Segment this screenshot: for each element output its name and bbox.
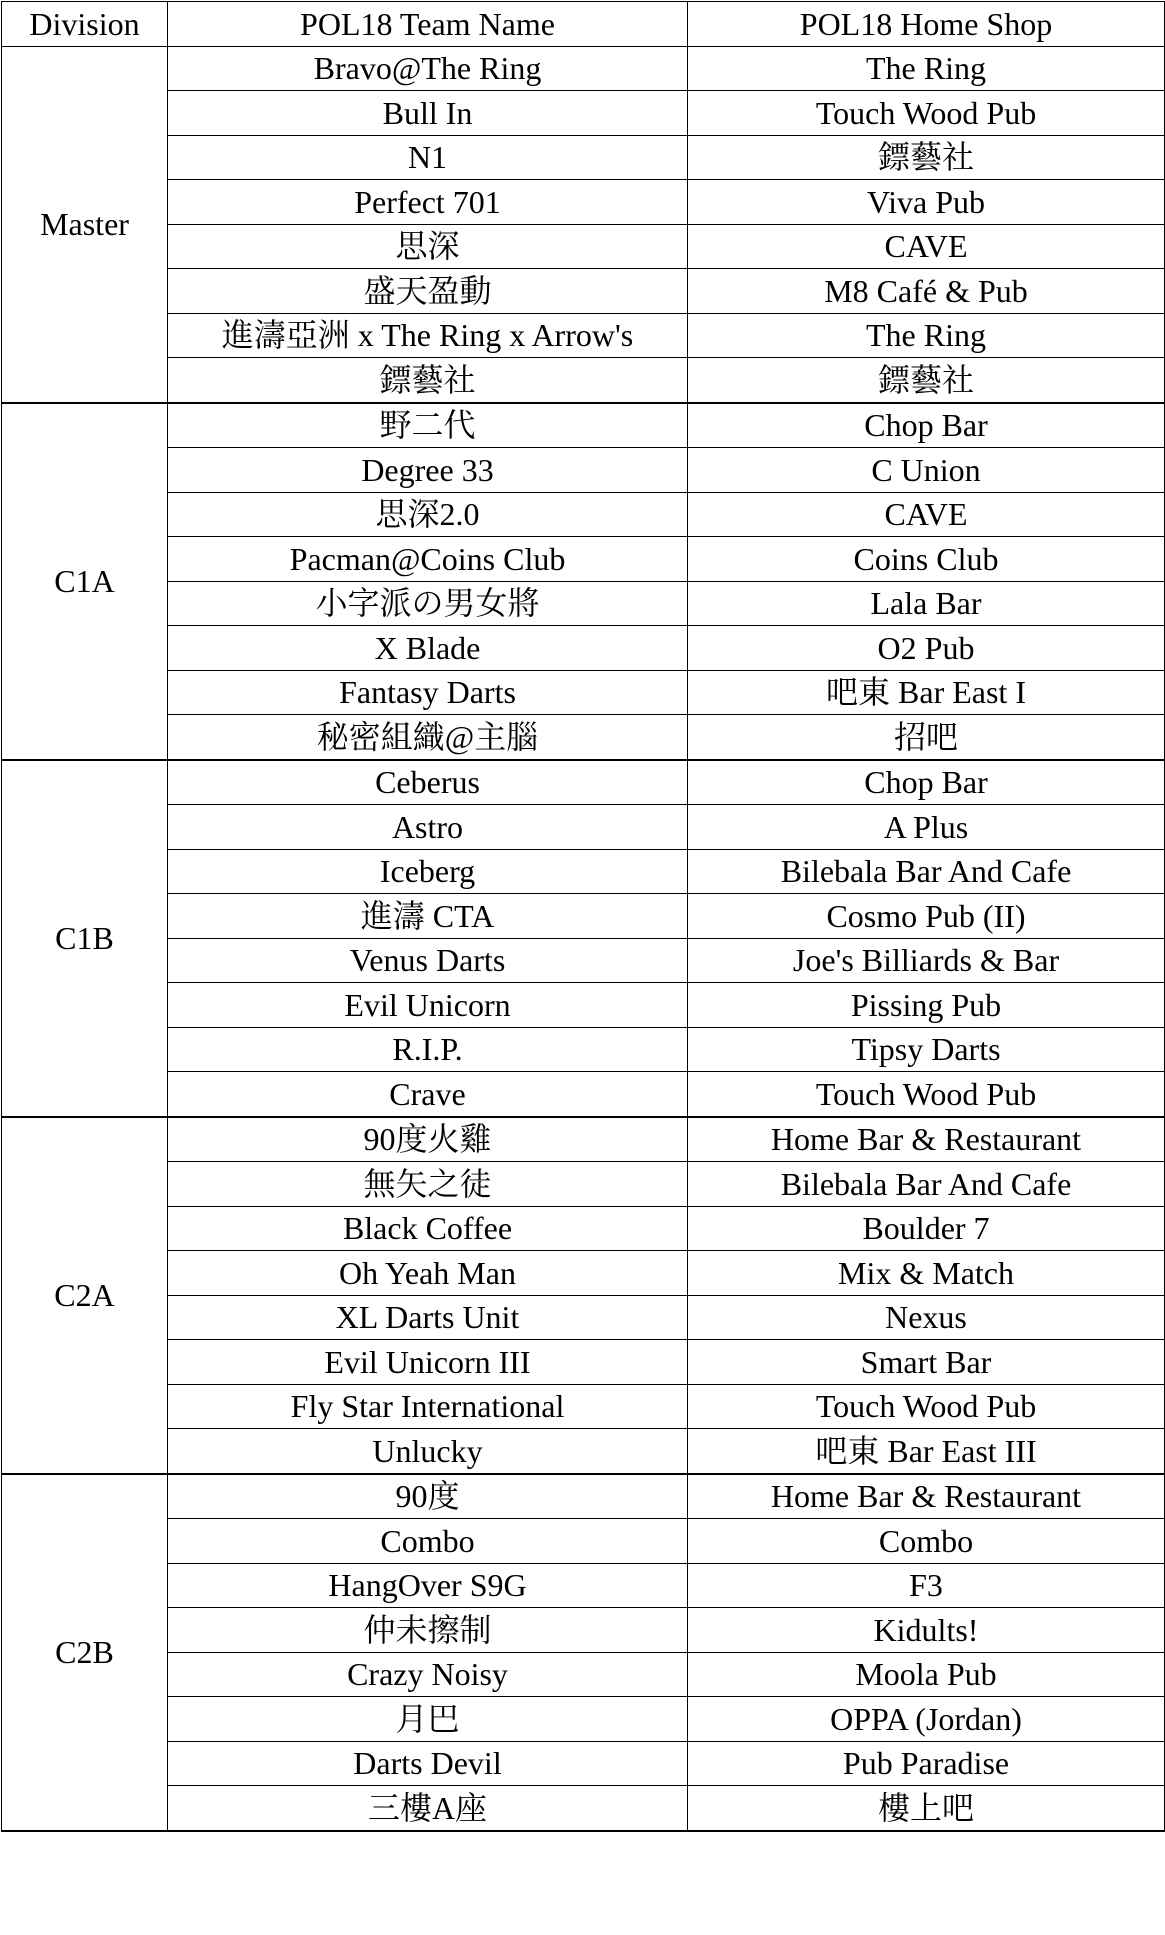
home-shop-cell: Home Bar & Restaurant — [688, 1117, 1165, 1162]
home-shop-cell: O2 Pub — [688, 626, 1165, 671]
division-name: C2B — [2, 1474, 168, 1831]
team-name-cell: R.I.P. — [168, 1027, 688, 1072]
home-shop-cell: Touch Wood Pub — [688, 1384, 1165, 1429]
team-name-cell: Oh Yeah Man — [168, 1251, 688, 1296]
table-row — [2, 492, 1165, 537]
table-row — [2, 715, 1165, 760]
table-row — [2, 1697, 1165, 1742]
home-shop-cell: The Ring — [688, 313, 1165, 358]
home-shop-cell: Mix & Match — [688, 1251, 1165, 1296]
table-row — [2, 1519, 1165, 1564]
team-name-cell: Crave — [168, 1072, 688, 1117]
team-name-cell: 野二代 — [168, 403, 688, 448]
home-shop-cell: 鏢藝社 — [688, 135, 1165, 180]
table-row — [2, 1027, 1165, 1072]
home-shop-cell: Lala Bar — [688, 581, 1165, 626]
home-shop-cell: 吧東 Bar East I — [688, 670, 1165, 715]
table-row — [2, 1786, 1165, 1831]
home-shop-cell: Chop Bar — [688, 403, 1165, 448]
home-shop-cell: Cosmo Pub (II) — [688, 894, 1165, 939]
team-name-cell: HangOver S9G — [168, 1563, 688, 1608]
home-shop-cell: Bilebala Bar And Cafe — [688, 1162, 1165, 1207]
team-name-cell: 思深2.0 — [168, 492, 688, 537]
team-name-cell: 秘密組織@主腦 — [168, 715, 688, 760]
table-row — [2, 1206, 1165, 1251]
home-shop-cell: Pissing Pub — [688, 983, 1165, 1028]
home-shop-cell: M8 Café & Pub — [688, 269, 1165, 314]
header-home-shop: POL18 Home Shop — [688, 2, 1165, 47]
table-row — [2, 1072, 1165, 1117]
division-name: C1B — [2, 760, 168, 1117]
table-row — [2, 670, 1165, 715]
table-body — [2, 46, 1165, 1831]
team-name-cell: 鏢藝社 — [168, 358, 688, 403]
table-row — [2, 1652, 1165, 1697]
table-row — [2, 91, 1165, 136]
home-shop-cell: Touch Wood Pub — [688, 91, 1165, 136]
home-shop-cell: A Plus — [688, 805, 1165, 850]
team-name-cell: Pacman@Coins Club — [168, 537, 688, 582]
table-row — [2, 805, 1165, 850]
table-row — [2, 1474, 1165, 1519]
home-shop-cell: 吧東 Bar East III — [688, 1429, 1165, 1474]
table-row — [2, 1295, 1165, 1340]
table-row — [2, 1117, 1165, 1162]
table-row — [2, 46, 1165, 91]
table-row — [2, 537, 1165, 582]
home-shop-cell: Chop Bar — [688, 760, 1165, 805]
home-shop-cell: CAVE — [688, 492, 1165, 537]
table-row — [2, 1608, 1165, 1653]
header-team-name: POL18 Team Name — [168, 2, 688, 47]
team-name-cell: 盛天盈動 — [168, 269, 688, 314]
team-name-cell: Bravo@The Ring — [168, 46, 688, 91]
home-shop-cell: Boulder 7 — [688, 1206, 1165, 1251]
table-row — [2, 135, 1165, 180]
division-table — [1, 1, 1165, 1832]
table-row — [2, 983, 1165, 1028]
home-shop-cell: 樓上吧 — [688, 1786, 1165, 1831]
division-name: C2A — [2, 1117, 168, 1474]
team-name-cell: 仲未擦制 — [168, 1608, 688, 1653]
table-row — [2, 626, 1165, 671]
table-row — [2, 403, 1165, 448]
home-shop-cell: OPPA (Jordan) — [688, 1697, 1165, 1742]
home-shop-cell: Pub Paradise — [688, 1741, 1165, 1786]
table-row — [2, 1162, 1165, 1207]
table-row — [2, 1429, 1165, 1474]
table-row — [2, 581, 1165, 626]
team-name-cell: Combo — [168, 1519, 688, 1564]
division-name: Master — [2, 46, 168, 403]
home-shop-cell: F3 — [688, 1563, 1165, 1608]
table-row — [2, 1741, 1165, 1786]
team-name-cell: Darts Devil — [168, 1741, 688, 1786]
team-name-cell: Ceberus — [168, 760, 688, 805]
home-shop-cell: Moola Pub — [688, 1652, 1165, 1697]
team-name-cell: 三樓A座 — [168, 1786, 688, 1831]
team-name-cell: 思深 — [168, 224, 688, 269]
team-name-cell: Degree 33 — [168, 448, 688, 493]
home-shop-cell: Nexus — [688, 1295, 1165, 1340]
home-shop-cell: Touch Wood Pub — [688, 1072, 1165, 1117]
table-row — [2, 849, 1165, 894]
team-name-cell: Evil Unicorn — [168, 983, 688, 1028]
table-row — [2, 269, 1165, 314]
home-shop-cell: 鏢藝社 — [688, 358, 1165, 403]
table-row — [2, 938, 1165, 983]
table-row — [2, 224, 1165, 269]
team-name-cell: XL Darts Unit — [168, 1295, 688, 1340]
team-name-cell: Crazy Noisy — [168, 1652, 688, 1697]
table-row — [2, 448, 1165, 493]
table-row — [2, 1251, 1165, 1296]
home-shop-cell: 招吧 — [688, 715, 1165, 760]
team-name-cell: Fantasy Darts — [168, 670, 688, 715]
home-shop-cell: Coins Club — [688, 537, 1165, 582]
team-name-cell: 90度火雞 — [168, 1117, 688, 1162]
team-name-cell: Fly Star International — [168, 1384, 688, 1429]
home-shop-cell: Joe's Billiards & Bar — [688, 938, 1165, 983]
division-name: C1A — [2, 403, 168, 760]
team-name-cell: Bull In — [168, 91, 688, 136]
home-shop-cell: Bilebala Bar And Cafe — [688, 849, 1165, 894]
table-row — [2, 1563, 1165, 1608]
team-name-cell: 月巴 — [168, 1697, 688, 1742]
team-name-cell: Perfect 701 — [168, 180, 688, 225]
home-shop-cell: Tipsy Darts — [688, 1027, 1165, 1072]
header-row — [2, 2, 1165, 47]
home-shop-cell: C Union — [688, 448, 1165, 493]
team-name-cell: Unlucky — [168, 1429, 688, 1474]
table-row — [2, 180, 1165, 225]
table-row — [2, 894, 1165, 939]
team-name-cell: 進濤亞洲 x The Ring x Arrow's — [168, 313, 688, 358]
team-name-cell: 無矢之徒 — [168, 1162, 688, 1207]
team-name-cell: Evil Unicorn III — [168, 1340, 688, 1385]
table-row — [2, 313, 1165, 358]
team-name-cell: N1 — [168, 135, 688, 180]
team-name-cell: 進濤 CTA — [168, 894, 688, 939]
table-row — [2, 1384, 1165, 1429]
team-name-cell: Iceberg — [168, 849, 688, 894]
home-shop-cell: Kidults! — [688, 1608, 1165, 1653]
team-name-cell: Venus Darts — [168, 938, 688, 983]
home-shop-cell: CAVE — [688, 224, 1165, 269]
team-name-cell: Astro — [168, 805, 688, 850]
team-name-cell: 90度 — [168, 1474, 688, 1519]
home-shop-cell: Smart Bar — [688, 1340, 1165, 1385]
home-shop-cell: Viva Pub — [688, 180, 1165, 225]
home-shop-cell: The Ring — [688, 46, 1165, 91]
home-shop-cell: Home Bar & Restaurant — [688, 1474, 1165, 1519]
home-shop-cell: Combo — [688, 1519, 1165, 1564]
table-row — [2, 760, 1165, 805]
team-name-cell: 小字派の男女將 — [168, 581, 688, 626]
table-row — [2, 1340, 1165, 1385]
team-name-cell: Black Coffee — [168, 1206, 688, 1251]
team-name-cell: X Blade — [168, 626, 688, 671]
table-row — [2, 358, 1165, 403]
header-division: Division — [2, 2, 168, 47]
